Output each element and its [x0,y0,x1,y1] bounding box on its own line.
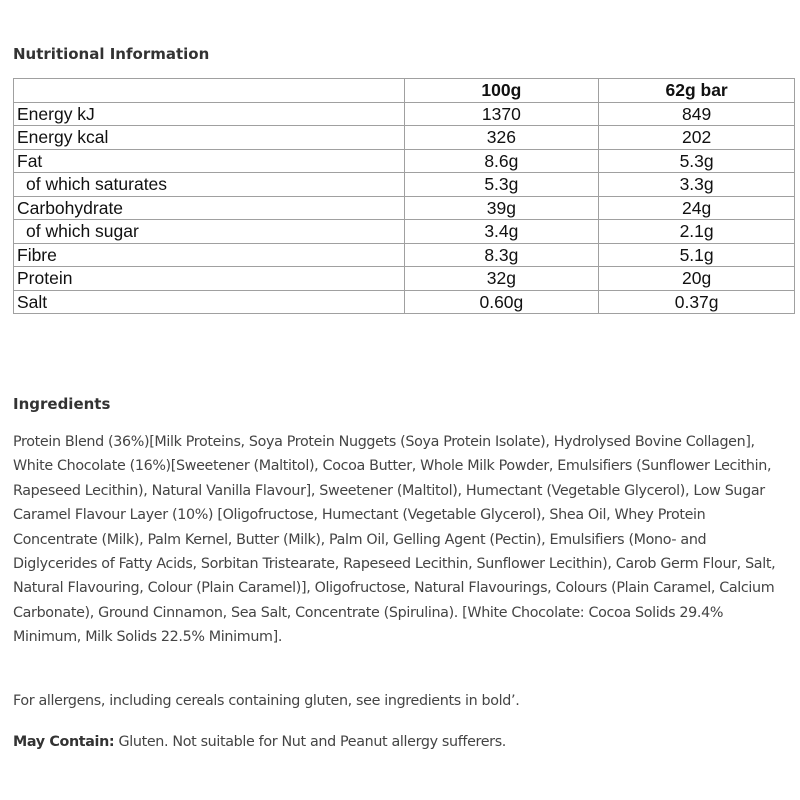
column-header-bar: 62g bar [599,79,795,103]
may-contain-label: May Contain: [13,734,115,750]
value-per-bar: 2.1g [599,220,795,244]
may-contain-text: Gluten. Not suitable for Nut and Peanut allergy sufferers. [114,734,507,750]
table-header-row [14,79,795,103]
value-per-bar: 849 [599,102,795,126]
table-row [14,173,795,197]
allergen-note: For allergens, including cereals containing gluten, see ingredients in bold’. [13,693,520,709]
table-row [14,267,795,291]
value-per-100g: 8.3g [404,243,599,267]
table-row [14,102,795,126]
value-per-100g: 326 [404,126,599,150]
nutrition-table [13,78,795,314]
value-per-bar: 202 [599,126,795,150]
table-row [14,220,795,244]
value-per-100g: 39g [404,196,599,220]
ingredients-heading: Ingredients [13,395,111,413]
nutrient-label: Energy kcal [14,126,405,150]
value-per-bar: 5.1g [599,243,795,267]
column-header-100g: 100g [404,79,599,103]
value-per-100g: 1370 [404,102,599,126]
value-per-bar: 20g [599,267,795,291]
table-row [14,196,795,220]
nutrient-label: Fibre [14,243,405,267]
nutrient-label: Carbohydrate [14,196,405,220]
nutrient-label: of which saturates [14,173,405,197]
may-contain-statement [13,730,793,754]
nutrient-label: of which sugar [14,220,405,244]
ingredients-text: Protein Blend (36%)[Milk Proteins, Soya Protein Nuggets (Soya Protein Isolate), Hydrolysed Bovine Collagen], White Chocolate (16%)[Sweetener (Maltitol), Cocoa Butter, Whole Milk Powder, Emulsifiers (Sunflower Lecithin, Rapeseed Lecithin), Natural Vanilla Flavour], Sweetener (Maltitol), Humectant (Vegetable Glycerol), Low Sugar Caramel Flavour Layer (10%) [Oligofructose, Humectant (Vegetable Glycerol), Shea Oil, Whey Protein Concentrate (Milk), Palm Kernel, Butter (Milk), Palm Oil, Gelling Agent (Pectin), Emulsifiers (Mono- and Diglycerides of Fatty Acids, Sorbitan Tristearate, Rapeseed Lecithin, Sunflower Lecithin), Carob Germ Flour, Salt, Natural Flavouring, Colour (Plain Caramel)], Oligofructose, Natural Flavourings, Colours (Plain Caramel, Calcium Carbonate), Ground Cinnamon, Sea Salt, Concentrate (Spirulina). [White Chocolate: Cocoa Solids 29.4% Minimum, Milk Solids 22.5% Minimum]. [13,434,776,646]
table-row [14,149,795,173]
value-per-100g: 0.60g [404,290,599,314]
nutrient-label: Energy kJ [14,102,405,126]
nutrition-heading: Nutritional Information [13,45,210,63]
value-per-bar: 24g [599,196,795,220]
nutrient-label: Fat [14,149,405,173]
column-header-nutrient [14,79,405,103]
nutrient-label: Salt [14,290,405,314]
value-per-100g: 3.4g [404,220,599,244]
value-per-100g: 5.3g [404,173,599,197]
table-row [14,290,795,314]
nutrient-label: Protein [14,267,405,291]
value-per-100g: 32g [404,267,599,291]
value-per-100g: 8.6g [404,149,599,173]
value-per-bar: 3.3g [599,173,795,197]
table-row [14,126,795,150]
table-row [14,243,795,267]
value-per-bar: 0.37g [599,290,795,314]
value-per-bar: 5.3g [599,149,795,173]
